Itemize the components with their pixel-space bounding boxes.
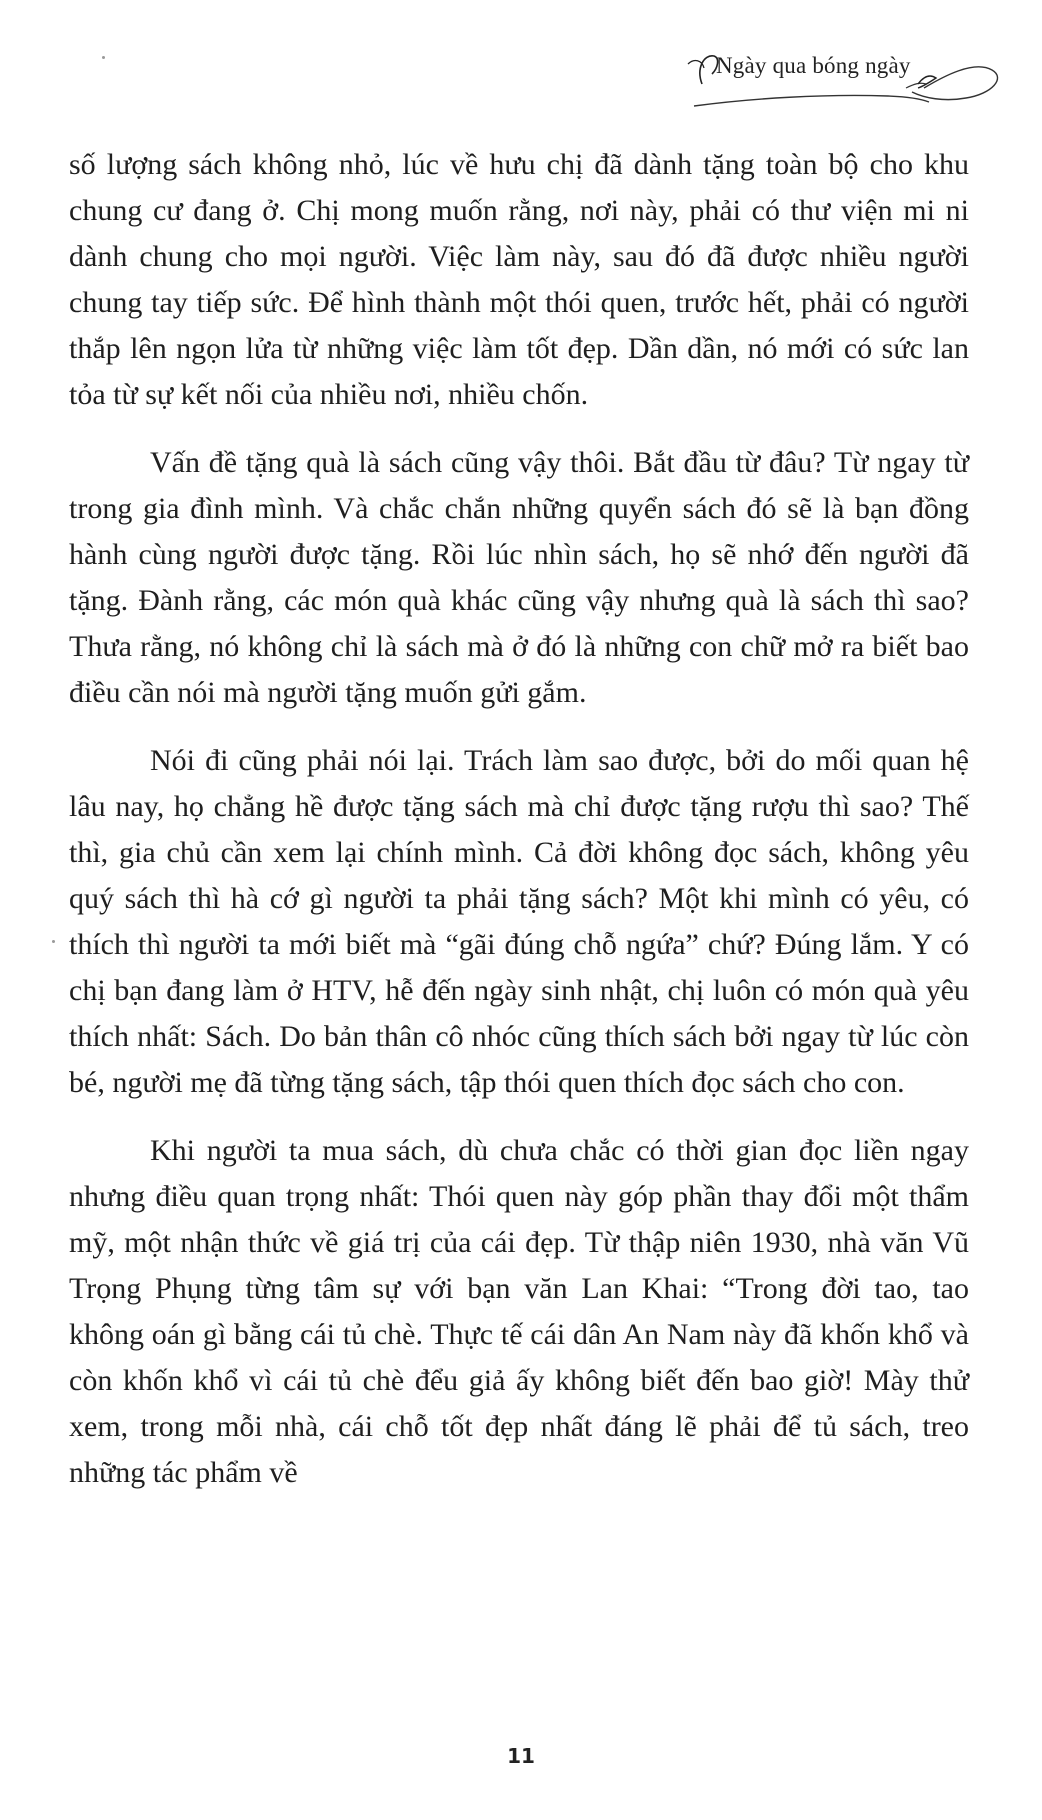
print-speck <box>52 940 55 943</box>
print-speck <box>102 56 105 59</box>
page-number: 11 <box>507 1744 535 1768</box>
running-header <box>674 28 1004 118</box>
header-title: Ngày qua bóng ngày <box>716 53 911 78</box>
body-text <box>69 142 969 1518</box>
paragraph-3: Nói đi cũng phải nói lại. Trách làm sao được, bởi do mối quan hệ lâu nay, họ chẳng hề được tặng sách mà chỉ được tặng rượu thì sao? Thế thì, gia chủ cần xem lại chính mình. Cả đời không đọc sách, không yêu quý sách thì hà cớ gì người ta phải tặng sách? Một khi mình có yêu, có thích thì người ta mới biết mà “gãi đúng chỗ ngứa” chứ? Đúng lắm. Y có chị bạn đang làm ở HTV, hễ đến ngày sinh nhật, chị luôn có món quà yêu thích nhất: Sách. Do bản thân cô nhóc cũng thích sách bởi ngay từ lúc còn bé, người mẹ đã từng tặng sách, tập thói quen thích đọc sách cho con. <box>69 744 969 1099</box>
paragraph-1: số lượng sách không nhỏ, lúc về hưu chị đã dành tặng toàn bộ cho khu chung cư đang ở. Chị mong muốn rằng, nơi này, phải có thư viện mi ni dành chung cho mọi người. Việc làm này, sau đó đã được nhiều người chung tay tiếp sức. Để hình thành một thói quen, trước hết, phải có người thắp lên ngọn lửa từ những việc làm tốt đẹp. Dần dần, nó mới có sức lan tỏa từ sự kết nối của nhiều nơi, nhiều chốn. <box>69 148 969 411</box>
paragraph-2: Vấn đề tặng quà là sách cũng vậy thôi. Bắt đầu từ đâu? Từ ngay từ trong gia đình mình. Và chắc chắn những quyển sách đó sẽ là bạn đồng hành cùng người được tặng. Rồi lúc nhìn sách, họ sẽ nhớ đến người đã tặng. Đành rằng, các món quà khác cũng vậy nhưng quà là sách thì sao? Thưa rằng, nó không chỉ là sách mà ở đó là những con chữ mở ra biết bao điều cần nói mà người tặng muốn gửi gắm. <box>69 446 969 709</box>
paragraph-4: Khi người ta mua sách, dù chưa chắc có thời gian đọc liền ngay nhưng điều quan trọng nhất: Thói quen này góp phần thay đổi một thẩm mỹ, một nhận thức về giá trị của cái đẹp. Từ thập niên 1930, nhà văn Vũ Trọng Phụng từng tâm sự với bạn văn Lan Khai: “Trong đời tao, tao không oán gì bằng cái tủ chè. Thực tế cái dân An Nam này đã khốn khổ và còn khốn khổ vì cái tủ chè đểu giả ấy không biết đến bao giờ! Mày thử xem, trong mỗi nhà, cái chỗ tốt đẹp nhất đáng lẽ phải để tủ sách, treo những tác phẩm về <box>69 1134 969 1489</box>
